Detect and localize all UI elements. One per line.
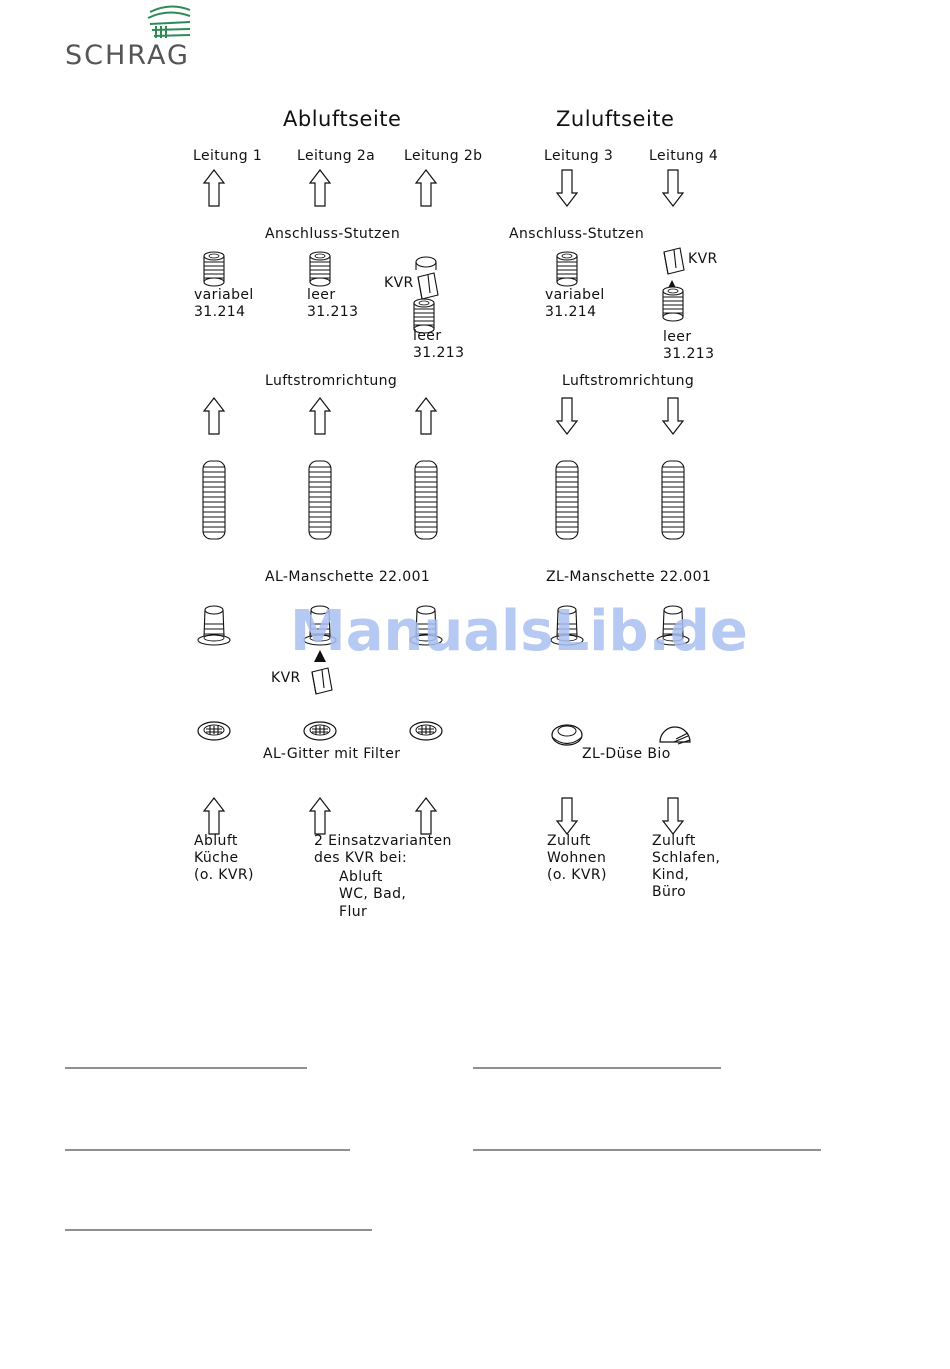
arrow-down-icon xyxy=(557,798,577,834)
connector-2-code: 31.213 xyxy=(307,304,359,320)
usage-line: Flur xyxy=(339,904,368,920)
arrow-up-icon xyxy=(310,398,330,434)
arrow-down-icon xyxy=(557,398,577,434)
cuff-supply-heading: ZL-Manschette 22.001 xyxy=(546,569,712,585)
usage-line: Küche xyxy=(194,850,239,866)
line-2a-label: Leitung 2a xyxy=(297,148,376,164)
nozzle-heading: ZL-Düse Bio xyxy=(582,746,671,762)
airflow-supply-heading: Luftstromrichtung xyxy=(562,373,695,389)
grille-heading: AL-Gitter mit Filter xyxy=(263,746,401,762)
connector-4-type: variabel xyxy=(545,287,605,303)
grille-filter-icon xyxy=(198,722,230,740)
flex-hose-icon xyxy=(556,461,578,539)
usage-line: Wohnen xyxy=(547,850,607,866)
nozzle-bio-icon xyxy=(552,725,582,745)
usage-line: Abluft xyxy=(339,869,383,885)
usage-line: Schlafen, xyxy=(652,850,721,866)
logo-roof-icon xyxy=(148,6,190,38)
airflow-exhaust-heading: Luftstromrichtung xyxy=(265,373,398,389)
usage-line: Büro xyxy=(652,884,687,900)
usage-line: 2 Einsatzvarianten xyxy=(314,833,452,849)
connector-5-code: 31.213 xyxy=(663,346,715,362)
connector-variable-icon xyxy=(204,252,224,286)
connector-empty-icon xyxy=(663,287,683,321)
kvr-insert-icon xyxy=(312,668,332,694)
arrow-up-icon xyxy=(204,398,224,434)
flex-hose-icon xyxy=(662,461,684,539)
cuff-icon xyxy=(198,606,230,645)
logo-wordmark: SCHRAG xyxy=(65,40,190,71)
connector-2-type: leer xyxy=(307,287,336,303)
line-1-label: Leitung 1 xyxy=(193,148,263,164)
flex-hose-icon xyxy=(203,461,225,539)
flex-hose-icon xyxy=(309,461,331,539)
line-2b-label: Leitung 2b xyxy=(404,148,483,164)
line-4-label: Leitung 4 xyxy=(649,148,719,164)
arrow-up-icon xyxy=(416,398,436,434)
arrow-down-icon xyxy=(663,398,683,434)
usage-line: (o. KVR) xyxy=(547,867,607,883)
connector-supply-heading: Anschluss-Stutzen xyxy=(509,226,645,242)
arrow-up-icon xyxy=(204,798,224,834)
usage-line: Abluft xyxy=(194,833,238,849)
kvr-label-b: KVR xyxy=(688,251,718,267)
usage-line: Kind, xyxy=(652,867,690,883)
arrow-down-icon xyxy=(663,170,683,206)
nozzle-bio-icon xyxy=(660,727,690,744)
usage-supply-living xyxy=(547,833,607,883)
arrow-down-icon xyxy=(663,798,683,834)
cuff-exhaust-heading: AL-Manschette 22.001 xyxy=(265,569,431,585)
watermark: ManualsLib.de xyxy=(290,599,748,664)
usage-exhaust-kitchen xyxy=(194,833,254,883)
connector-empty-icon xyxy=(310,252,330,286)
connector-4-code: 31.214 xyxy=(545,304,597,320)
connector-exhaust-heading: Anschluss-Stutzen xyxy=(265,226,401,242)
schrag-logo xyxy=(65,6,190,71)
grille-filter-icon xyxy=(410,722,442,740)
line-3-label: Leitung 3 xyxy=(544,148,614,164)
connector-variable-icon xyxy=(557,252,577,286)
arrow-up-icon xyxy=(204,170,224,206)
usage-line: des KVR bei: xyxy=(314,850,408,866)
arrow-up-icon xyxy=(416,170,436,206)
connector-3-type: leer xyxy=(413,328,442,344)
usage-line: Zuluft xyxy=(547,833,591,849)
connector-4-stack xyxy=(663,248,684,321)
arrow-up-icon xyxy=(310,170,330,206)
usage-line: WC, Bad, xyxy=(339,886,407,902)
heading-supply-side: Zuluftseite xyxy=(556,107,675,131)
connector-5-type: leer xyxy=(663,329,692,345)
arrow-down-icon xyxy=(557,170,577,206)
kvr-label-c: KVR xyxy=(271,670,301,686)
connector-2b-stack xyxy=(414,257,438,333)
kvr-insert-icon xyxy=(664,248,684,274)
usage-line: (o. KVR) xyxy=(194,867,254,883)
arrow-up-icon xyxy=(310,798,330,834)
usage-line: Zuluft xyxy=(652,833,696,849)
grille-filter-icon xyxy=(304,722,336,740)
usage-kvr-variants xyxy=(314,833,452,920)
flex-hose-icon xyxy=(415,461,437,539)
kvr-label-a: KVR xyxy=(384,275,414,291)
connector-3-code: 31.213 xyxy=(413,345,465,361)
connector-1-type: variabel xyxy=(194,287,254,303)
heading-exhaust-side: Abluftseite xyxy=(283,107,402,131)
arrow-up-icon xyxy=(416,798,436,834)
kvr-insert-icon xyxy=(418,273,438,299)
connector-1-code: 31.214 xyxy=(194,304,246,320)
usage-supply-sleeping xyxy=(652,833,720,900)
